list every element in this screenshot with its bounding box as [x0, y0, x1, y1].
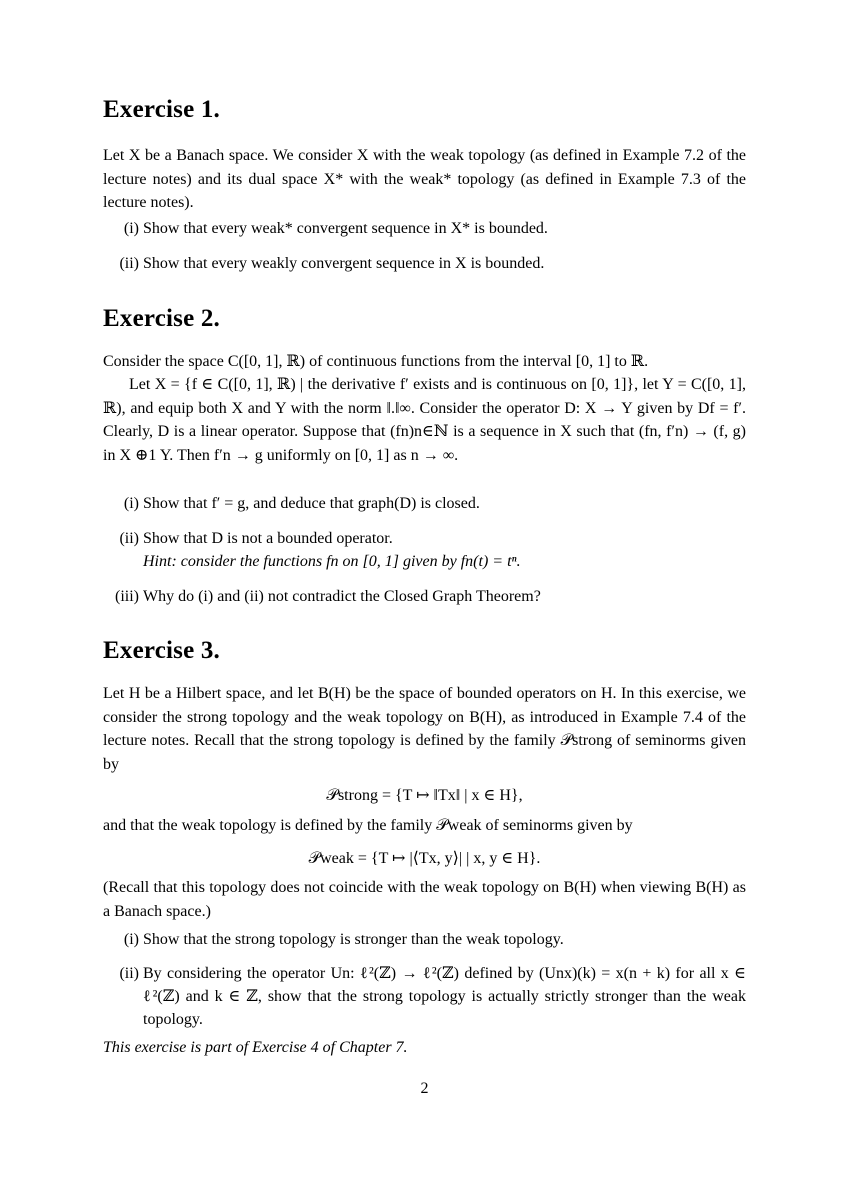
- exercise-3-title: Exercise 3.: [103, 637, 220, 664]
- item-text-main: Show that D is not a bounded operator.: [143, 530, 393, 547]
- item-text: Show that every weak* convergent sequence in X* is bounded.: [143, 220, 548, 237]
- item-text: Show that f′ = g, and deduce that graph(D) is closed.: [143, 495, 480, 512]
- item-label: (ii): [119, 255, 139, 272]
- item-text: By considering the operator Un: ℓ²(ℤ) → ℓ²(ℤ) defined by (Unx)(k) = x(n + k) for all x ∈ ℓ²(ℤ) and k ∈ ℤ, show that the strong topology is actually strictly stronger than the weak topology.: [143, 965, 746, 1028]
- item-label: (i): [123, 931, 139, 948]
- item-label: (ii): [119, 965, 139, 982]
- item-label: (i): [123, 220, 139, 237]
- exercise-3-recall: (Recall that this topology does not coincide with the weak topology on B(H) when viewing B(H) as a Banach space.): [103, 879, 746, 920]
- exercise-2-intro-2: Let X = {f ∈ C([0, 1], ℝ) | the derivative f′ exists and is continuous on [0, 1]}, let Y = C([0, 1], ℝ), and equip both X and Y with the norm ‖.‖∞. Consider the operator D: X → Y given by Df = f′. Clearly, D is a linear operator. Suppose that (fn)n∈ℕ is a sequence in X such that (fn, f′n) → (f, g) in X ⊕1 Y. Then f′n → g uniformly on [0, 1] as n → ∞.: [103, 376, 746, 464]
- formula-strong: 𝒫strong = {T ↦ ‖Tx‖ | x ∈ H},: [326, 787, 523, 804]
- item-label: (ii): [119, 530, 139, 547]
- exercise-3-intro: Let H be a Hilbert space, and let B(H) be the space of bounded operators on H. In this exercise, we consider the strong topology and the weak topology on B(H), as introduced in Example 7.4 of the lecture notes. Recall that the strong topology is defined by the family 𝒫strong of seminorms given by: [103, 685, 746, 773]
- exercise-3-mid: and that the weak topology is defined by the family 𝒫weak of seminorms given by: [103, 817, 633, 834]
- item-text: Show that the strong topology is stronger than the weak topology.: [143, 931, 564, 948]
- exercise-1-title: Exercise 1.: [103, 96, 220, 123]
- exercise-3-note: This exercise is part of Exercise 4 of Chapter 7.: [103, 1039, 408, 1056]
- item-text: [143, 527, 746, 573]
- item-label: (iii): [115, 588, 139, 605]
- item-hint: Hint: consider the functions fn on [0, 1] given by fn(t) = tⁿ.: [143, 553, 521, 570]
- exercise-2-intro-1: Consider the space C([0, 1], ℝ) of continuous functions from the interval [0, 1] to ℝ.: [103, 353, 649, 370]
- item-text: Why do (i) and (ii) not contradict the Closed Graph Theorem?: [143, 588, 541, 605]
- item-text: Show that every weakly convergent sequence in X is bounded.: [143, 255, 545, 272]
- formula-weak: 𝒫weak = {T ↦ |⟨Tx, y⟩| | x, y ∈ H}.: [308, 850, 541, 867]
- exercise-1-intro: Let X be a Banach space. We consider X with the weak topology (as defined in Example 7.2 of the lecture notes) and its dual space X* with the weak* topology (as defined in Example 7.3 of the lecture notes).: [103, 147, 746, 211]
- item-label: (i): [123, 495, 139, 512]
- exercise-2-title: Exercise 2.: [103, 305, 220, 332]
- page-number: 2: [420, 1080, 429, 1097]
